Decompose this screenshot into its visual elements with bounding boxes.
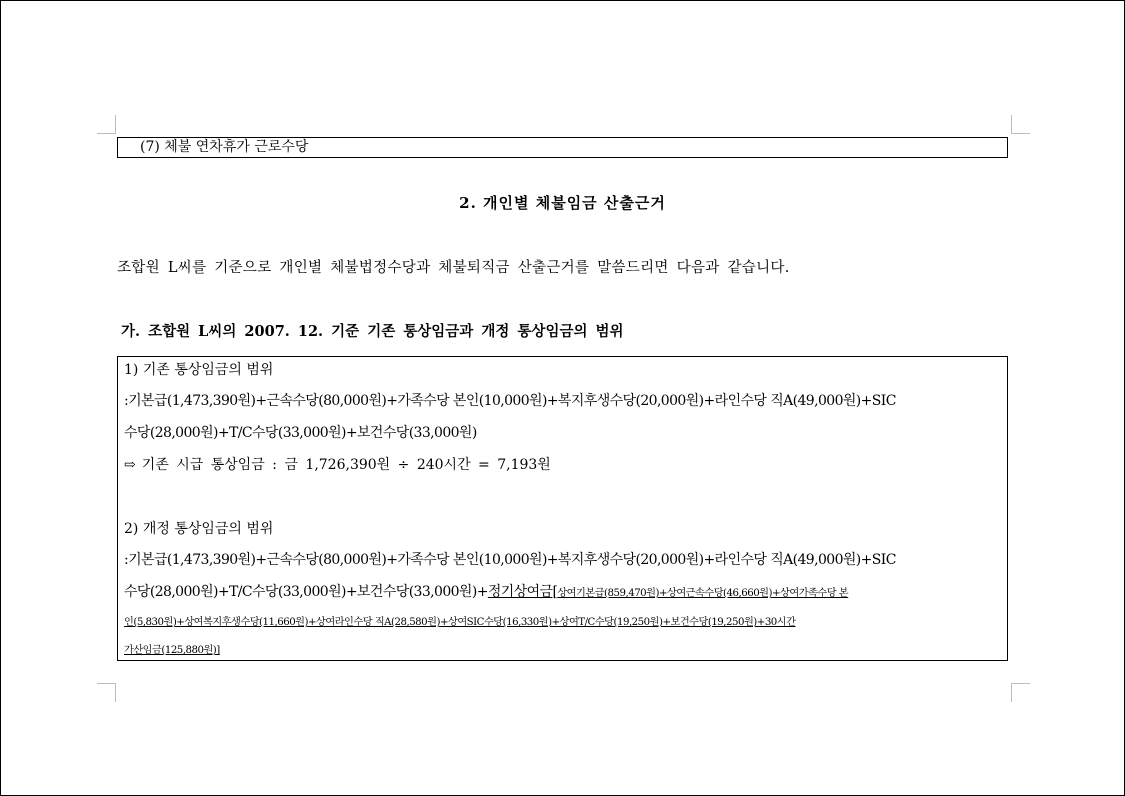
heading-box-text: (7) 체불 연차휴가 근로수당 bbox=[140, 139, 309, 155]
margin-mark-bottom-right bbox=[1011, 683, 1030, 702]
regular-bonus-label: 정기상여금[ bbox=[487, 584, 558, 600]
revised-line2-prefix: 수당(28,000원)+T/C수당(33,000원)+보건수당(33,000원)+ bbox=[124, 584, 488, 600]
revised-formula-line-3: 인(5,830원)+상여복지후생수당(11,660원)+상여라인수당 직A(28,580원)+상여SIC수당(16,330원)+상여T/C수당(19,250원)+보건수당(19,250원)+30시간 bbox=[124, 617, 796, 628]
wage-range-box bbox=[117, 356, 1008, 661]
revised-formula-line-4: 가산임금(125,880원)] bbox=[124, 645, 220, 656]
revised-formula-line-2 bbox=[124, 581, 848, 601]
existing-formula-line-1: :기본급(1,473,390원)+근속수당(80,000원)+가족수당 본인(10,000원)+복지후생수당(20,000원)+라인수당 직A(49,000원)+SIC bbox=[124, 393, 896, 409]
existing-calc-text: 기존 시급 통상임금 : 금 1,726,390원 ÷ 240시간 = 7,193원 bbox=[141, 457, 551, 473]
heading-box bbox=[117, 137, 1008, 158]
revised-line2-detail: 상여기본급(859,470원)+상여근속수당(46,660원)+상여가족수당 본 bbox=[557, 588, 849, 599]
margin-mark-top-right bbox=[1011, 115, 1030, 134]
sub-title: 가. 조합원 L씨의 2007. 12. 기준 기존 통상임금과 개정 통상임금의 범위 bbox=[121, 323, 624, 340]
intro-paragraph: 조합원 L씨를 기준으로 개인별 체불법정수당과 체불퇴직금 산출근거를 말씀드리면 다음과 같습니다. bbox=[117, 260, 790, 276]
revised-formula-line-1: :기본급(1,473,390원)+근속수당(80,000원)+가족수당 본인(10,000원)+복지후생수당(20,000원)+라인수당 직A(49,000원)+SIC bbox=[124, 552, 896, 568]
existing-title: 1) 기존 통상임금의 범위 bbox=[124, 362, 274, 378]
revised-title: 2) 개정 통상임금의 범위 bbox=[124, 521, 274, 537]
section-title: 2. 개인별 체불임금 산출근거 bbox=[459, 194, 666, 212]
margin-mark-bottom-left bbox=[97, 683, 116, 702]
arrow-icon: ⇨ bbox=[124, 457, 136, 473]
existing-calc-line bbox=[124, 454, 551, 474]
existing-formula-line-2: 수당(28,000원)+T/C수당(33,000원)+보건수당(33,000원) bbox=[124, 425, 477, 441]
margin-mark-top-left bbox=[97, 115, 116, 134]
